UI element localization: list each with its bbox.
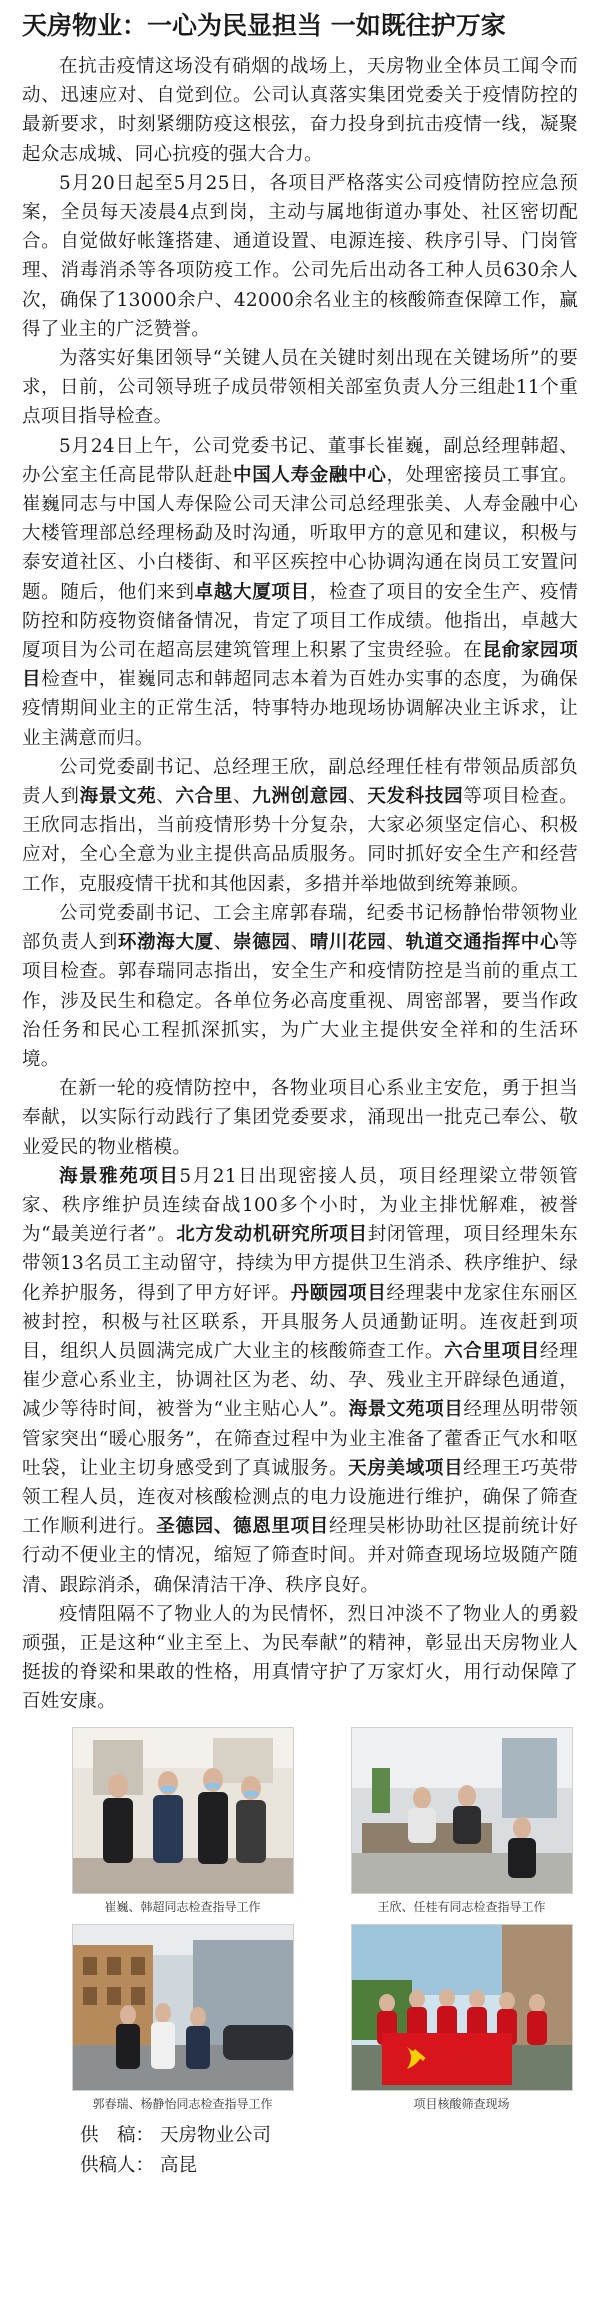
article-title: 天房物业：一心为民显担当 一如既往护万家 <box>22 11 506 40</box>
article-paragraph <box>22 344 578 432</box>
paragraph-text: 5月21日出现密接人员，项目经理梁立带领管家、秩序维护员连续奋战100多个小时，为业主排忧解难，被誉为“最美逆行者”。 <box>22 1165 578 1246</box>
paragraph-text: 5月20日起至5月25日，各项目严格落实公司疫情防控应急预案，全员每天凌晨4点到岗，主动与属地街道办事处、社区密切配合。自觉做好帐篷搭建、通道设置、电源连接、秩序引导、门岗管理、消毒消杀等各项防疫工作。公司先后出动各工种人员630余人次，确保了13000余户、42000余名业主的核酸筛查保障工作，赢得了业主的广泛赞誉。 <box>22 172 578 340</box>
paragraph-text: 封闭管理，项目经理朱东带领13名员工主动留守，持续为甲方提供卫生消杀、秩序维护、绿化养护服务，得到了甲方好评。 <box>22 1224 578 1304</box>
paragraph-text: 公司党委副书记、工会主席郭春瑞，纪委书记杨静怡带领物业部负责人到 <box>22 902 578 954</box>
project-name-highlight: 北方发动机研究所项目 <box>176 1224 368 1246</box>
project-name-highlight: 轨道交通指挥中心 <box>405 932 560 954</box>
paragraph-text: 在新一轮的疫情防控中，各物业项目心系业主安危，勇于担当奉献，以实际行动践行了集团党委要求，涌现出一批克己奉公、敬业爱民的物业楷模。 <box>22 1078 578 1158</box>
credit-author <box>80 2151 578 2181</box>
photo-nucleic-screening-site <box>351 1924 573 2091</box>
paragraph-text: 、 <box>213 932 234 954</box>
project-name-highlight: 海景文苑项目 <box>348 1399 464 1421</box>
credit-source-label: 供 稿： <box>80 2124 155 2146</box>
article-body <box>22 52 578 1717</box>
project-name-highlight: 六合里项目 <box>444 1340 540 1362</box>
paragraph-text: 等项目检查。郭春瑞同志指出，安全生产和疫情防控是当前的重点工作，涉及民生和稳定。各单位务必高度重视、周密部署，要当作政治任务和民心工程抓深抓实，为广大业主提供安全祥和的生活环境。 <box>22 932 578 1070</box>
credit-author-label: 供稿人： <box>80 2154 155 2176</box>
project-name-highlight: 圣德园、德恩里项目 <box>156 1516 329 1538</box>
project-name-highlight: 昆俞家园项目 <box>22 640 578 691</box>
project-name-highlight: 丹颐园项目 <box>290 1282 387 1304</box>
paragraph-text: 检查中，崔巍同志和韩超同志本着为百姓办实事的态度，为确保疫情期间业主的正常生活，特事特办地现场协调解决业主诉求，让业主满意而归。 <box>22 669 578 749</box>
project-name-highlight: 崇德园 <box>233 932 291 954</box>
photo-caption: 崔巍、韩超同志检查指导工作 <box>104 1899 261 1914</box>
article-paragraph <box>22 1074 578 1162</box>
credits <box>80 2121 578 2181</box>
article-paragraph <box>22 432 578 753</box>
paragraph-text: 、 <box>156 786 176 808</box>
paragraph-text: 等项目检查。王欣同志指出，当前疫情形势十分复杂，大家必须坚定信心、积极应对，全心全意为业主提供高品质服务。同时抓好安全生产和经营工作，克服疫情干扰和其他因素，多措并举地做到统筹兼顾。 <box>22 786 578 895</box>
project-name-highlight: 卓越大厦项目 <box>194 581 310 603</box>
paragraph-text: 、 <box>386 932 406 954</box>
paragraph-text: 经理裴中龙家住东丽区被封控，积极与社区联系，开具服务人员通勤证明。连夜赶到项目，组织人员圆满完成广大业主的核酸筛查工作。 <box>22 1282 578 1362</box>
credit-author-value: 高昆 <box>160 2154 198 2176</box>
project-name-highlight: 海景雅苑项目 <box>59 1165 180 1187</box>
paragraph-text: 经理吴彬协助社区提前统计好行动不便业主的情况，缩短了筛查时间。并对筛查现场垃圾随产随清、跟踪消杀，确保清洁干净、秩序良好。 <box>22 1516 578 1596</box>
article-paragraph <box>22 169 578 344</box>
paragraph-text: ，检查了项目的安全生产、疫情防控和防疫物资储备情况，肯定了项目工作成绩。他指出，卓越大厦项目为公司在超高层建筑管理上积累了宝贵经验。在 <box>22 581 579 662</box>
paragraph-text: 在抗击疫情这场没有硝烟的战场上，天房物业全体员工闻令而动、迅速应对、自觉到位。公司认真落实集团党委关于疫情防控的最新要求，时刻紧绷防疫这根弦，奋力投身到抗击疫情一线，凝聚起众志成城、同心抗疫的强大合力。 <box>22 56 578 165</box>
project-name-highlight: 海景文苑 <box>79 786 157 808</box>
photo-caption: 王欣、任桂有同志检查指导工作 <box>377 1899 546 1914</box>
project-name-highlight: 天房美域项目 <box>348 1457 464 1479</box>
article-paragraph <box>22 52 578 169</box>
photo-item <box>52 1924 313 2113</box>
photo-item <box>52 1727 313 1916</box>
photo-caption: 项目核酸筛查现场 <box>413 2096 510 2111</box>
article-paragraph <box>22 899 578 1074</box>
photo-caption: 郭春瑞、杨静怡同志检查指导工作 <box>92 2096 273 2111</box>
paragraph-text: 、 <box>290 932 310 954</box>
paragraph-text: 5月24日上午，公司党委书记、董事长崔巍，副总经理韩超、办公室主任高昆带队赶赴 <box>22 435 578 486</box>
paragraph-text: 经理王巧英带领工程人员，连夜对核酸检测点的电力设施进行维护，确保了筛查工作顺利进行。 <box>22 1457 578 1538</box>
paragraph-text: 公司党委副书记、总经理王欣，副总经理任桂有带领品质部负责人到 <box>22 756 578 808</box>
paragraph-text: ，处理密接员工事宜。崔巍同志与中国人寿保险公司天津公司总经理张美、人寿金融中心大楼管理部总经理杨勐及时沟通，听取甲方的意见和建议，积极与泰安道社区、小白楼街、和平区疾控中心协调沟通在岗员工安置问题。随后，他们来到 <box>22 464 578 603</box>
photo-lobby-inspection <box>351 1727 573 1894</box>
photo-item <box>331 1924 592 2113</box>
photo-street-inspection <box>72 1924 294 2091</box>
photo-item <box>331 1727 592 1916</box>
paragraph-text: 、 <box>348 786 368 808</box>
credit-source-value: 天房物业公司 <box>160 2124 272 2146</box>
photo-grid <box>52 1727 592 2113</box>
project-name-highlight: 环渤海大厦 <box>117 932 214 954</box>
project-name-highlight: 天发科技园 <box>367 786 464 808</box>
paragraph-text: 、 <box>233 786 253 808</box>
credit-source <box>80 2121 578 2151</box>
paragraph-text: 疫情阻隔不了物业人的为民情怀，烈日冲淡不了物业人的勇毅顽强，正是这种“业主至上、为民奉献”的精神，彰显出天房物业人挺拔的脊梁和果敢的性格，用真情守护了万家灯火，用行动保障了百姓安康。 <box>22 1603 578 1713</box>
project-name-highlight: 中国人寿金融中心 <box>233 464 387 486</box>
paragraph-text: 为落实好集团领导“关键人员在关键时刻出现在关键场所”的要求，日前，公司领导班子成员带领相关部室负责人分三组赴11个重点项目指导检查。 <box>22 348 578 428</box>
article-paragraph <box>22 1162 578 1600</box>
paragraph-text: 经理崔少意心系业主，协调社区为老、幼、孕、残业主开辟绿色通道，减少等待时间，被誉为“业主贴心人”。 <box>22 1340 578 1421</box>
project-name-highlight: 六合里 <box>175 786 234 808</box>
paragraph-text: 经理丛明带领管家突出“暖心服务”，在筛查过程中为业主准备了藿香正气水和呕吐袋，让业主切身感受到了真诚服务。 <box>22 1399 578 1479</box>
project-name-highlight: 晴川花园 <box>309 932 387 954</box>
article-paragraph <box>22 1600 578 1717</box>
project-name-highlight: 九洲创意园 <box>252 786 349 808</box>
article-paragraph <box>22 753 578 899</box>
photo-office-inspection <box>72 1727 294 1894</box>
